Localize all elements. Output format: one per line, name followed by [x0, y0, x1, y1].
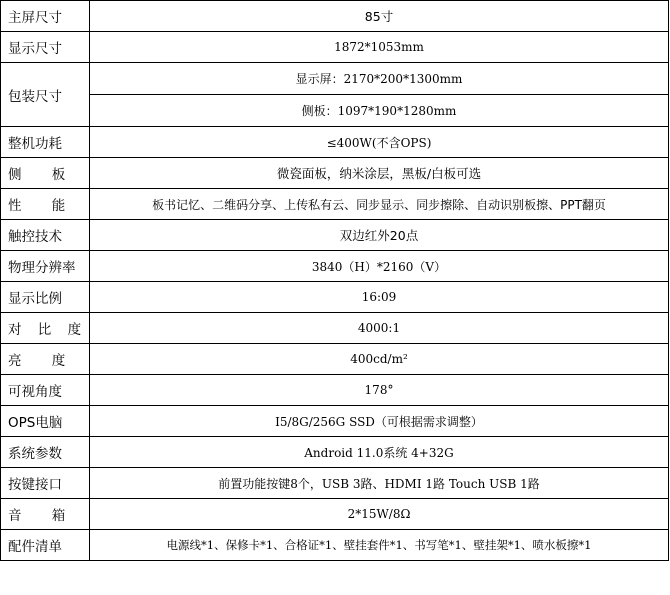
table-row [1, 189, 669, 220]
row-label-accessories: 配件清单 [1, 530, 90, 561]
table-row [1, 251, 669, 282]
row-value-viewing-angle: 178° [90, 375, 669, 406]
row-label-contrast: 对 比 度 [1, 313, 90, 344]
row-value-display-size: 1872*1053mm [90, 32, 669, 63]
row-label-viewing-angle: 可视角度 [1, 375, 90, 406]
row-value-package-display: 显示屏：2170*200*1300mm [90, 63, 669, 95]
table-row [1, 1, 669, 32]
row-value-ops-pc: I5/8G/256G SSD（可根据需求调整） [90, 406, 669, 437]
row-value-brightness: 400cd/m² [90, 344, 669, 375]
row-value-aspect-ratio: 16:09 [90, 282, 669, 313]
row-value-resolution: 3840（H）*2160（V） [90, 251, 669, 282]
row-label-aspect-ratio: 显示比例 [1, 282, 90, 313]
row-value-ports: 前置功能按键8个，USB 3路、HDMI 1路 Touch USB 1路 [90, 468, 669, 499]
row-value-package-sideboard: 侧板：1097*190*1280mm [90, 95, 669, 127]
table-row [1, 158, 669, 189]
table-row [1, 220, 669, 251]
row-value-main-screen-size: 85寸 [90, 1, 669, 32]
row-value-contrast: 4000:1 [90, 313, 669, 344]
row-value-touch: 双边红外20点 [90, 220, 669, 251]
row-label-main-screen-size: 主屏尺寸 [1, 1, 90, 32]
table-row [1, 32, 669, 63]
row-label-performance: 性 能 [1, 189, 90, 220]
table-row [1, 95, 669, 127]
row-value-power: ≤400W(不含OPS) [90, 127, 669, 158]
table-row [1, 530, 669, 561]
table-row [1, 437, 669, 468]
table-row [1, 375, 669, 406]
row-label-side-board: 侧 板 [1, 158, 90, 189]
row-value-side-board: 微瓷面板，纳米涂层，黑板/白板可选 [90, 158, 669, 189]
table-row [1, 127, 669, 158]
row-label-system: 系统参数 [1, 437, 90, 468]
table-row [1, 344, 669, 375]
row-label-power: 整机功耗 [1, 127, 90, 158]
row-label-display-size: 显示尺寸 [1, 32, 90, 63]
row-value-performance: 板书记忆、二维码分享、上传私有云、同步显示、同步擦除、自动识别板擦、PPT翻页 [90, 189, 669, 220]
table-row [1, 406, 669, 437]
row-label-ports: 按键接口 [1, 468, 90, 499]
row-label-resolution: 物理分辨率 [1, 251, 90, 282]
row-value-accessories: 电源线*1、保修卡*1、合格证*1、壁挂套件*1、书写笔*1、壁挂架*1、喷水板擦*1 [90, 530, 669, 561]
table-row [1, 313, 669, 344]
table-row [1, 468, 669, 499]
row-label-package-size: 包装尺寸 [1, 63, 90, 127]
row-value-speakers: 2*15W/8Ω [90, 499, 669, 530]
row-value-system: Android 11.0系统 4+32G [90, 437, 669, 468]
row-label-touch: 触控技术 [1, 220, 90, 251]
row-label-speakers: 音 箱 [1, 499, 90, 530]
table-row [1, 282, 669, 313]
table-row [1, 499, 669, 530]
row-label-ops-pc: OPS电脑 [1, 406, 90, 437]
table-row [1, 63, 669, 95]
row-label-brightness: 亮 度 [1, 344, 90, 375]
